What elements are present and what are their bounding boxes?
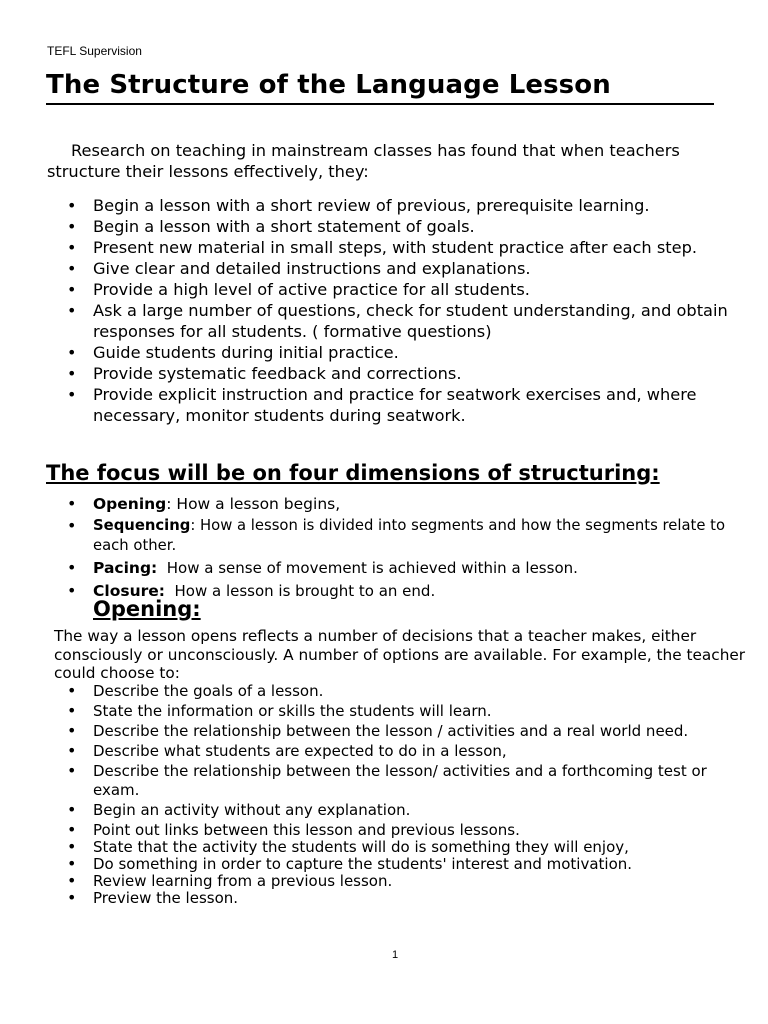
dimensions-list xyxy=(93,494,753,601)
effective-structure-list xyxy=(93,195,743,426)
list-item: • Begin an activity without any explanation. xyxy=(93,801,743,820)
focus-heading: The focus will be on four dimensions of structuring: xyxy=(46,461,660,485)
opening-paragraph: The way a lesson opens reflects a number of decisions that a teacher makes, either consciously or unconsciously. A number of options are available. For example, the teacher could choose to: xyxy=(54,627,746,682)
list-item: • Do something in order to capture the students' interest and motivation. xyxy=(93,855,743,874)
list-item: • Review learning from a previous lesson. xyxy=(93,872,743,891)
list-item: • State the information or skills the students will learn. xyxy=(93,702,743,721)
dimension-term: Closure: xyxy=(93,582,165,600)
opening-options-list xyxy=(93,682,743,906)
dimension-pacing xyxy=(93,558,753,581)
list-item: • Describe the relationship between the lesson / activities and a real world need. xyxy=(93,722,743,741)
list-item: • Describe the goals of a lesson. xyxy=(93,682,743,701)
list-item: • Describe the relationship between the lesson/ activities and a forthcoming test or exam. xyxy=(93,762,743,799)
list-item: • Point out links between this lesson and previous lessons. xyxy=(93,821,743,840)
list-item: • Begin a lesson with a short statement of goals. xyxy=(93,216,743,237)
list-item: • Preview the lesson. xyxy=(93,889,743,908)
dimension-desc: : How a lesson begins, xyxy=(166,495,341,513)
page-number: 1 xyxy=(391,949,399,961)
dimension-term: Opening xyxy=(93,495,167,513)
dimension-desc: How a sense of movement is achieved within a lesson. xyxy=(157,559,578,577)
list-item: • Provide explicit instruction and practice for seatwork exercises and, where necessary, monitor students during seatwork. xyxy=(93,384,743,426)
list-item: • Provide a high level of active practice for all students. xyxy=(93,279,743,300)
list-item: • Provide systematic feedback and corrections. xyxy=(93,363,743,384)
dimension-opening xyxy=(93,494,753,516)
list-item: • Present new material in small steps, with student practice after each step. xyxy=(93,237,743,258)
intro-paragraph: Research on teaching in mainstream classes has found that when teachers structure their lessons effectively, they: xyxy=(47,141,680,181)
list-item: • Begin a lesson with a short review of previous, prerequisite learning. xyxy=(93,195,743,216)
dimension-desc: How a lesson is brought to an end. xyxy=(164,582,436,600)
running-header: TEFL Supervision xyxy=(47,44,142,58)
title-underline-rule xyxy=(46,103,714,105)
list-item: • Guide students during initial practice. xyxy=(93,342,743,363)
dimension-sequencing xyxy=(93,516,753,558)
opening-heading: Opening: xyxy=(93,597,201,621)
dimension-term: Pacing: xyxy=(93,559,158,577)
list-item: • Describe what students are expected to do in a lesson, xyxy=(93,742,743,761)
list-item: • Ask a large number of questions, check for student understanding, and obtain responses for all students. ( formative questions) xyxy=(93,300,743,342)
list-item: • Give clear and detailed instructions and explanations. xyxy=(93,258,743,279)
page-title: The Structure of the Language Lesson xyxy=(46,70,611,100)
dimension-desc: : How a lesson is divided into segments and how the segments relate to each other. xyxy=(93,517,726,554)
dimension-term: Sequencing xyxy=(93,517,191,534)
list-item: • State that the activity the students will do is something they will enjoy, xyxy=(93,838,743,857)
